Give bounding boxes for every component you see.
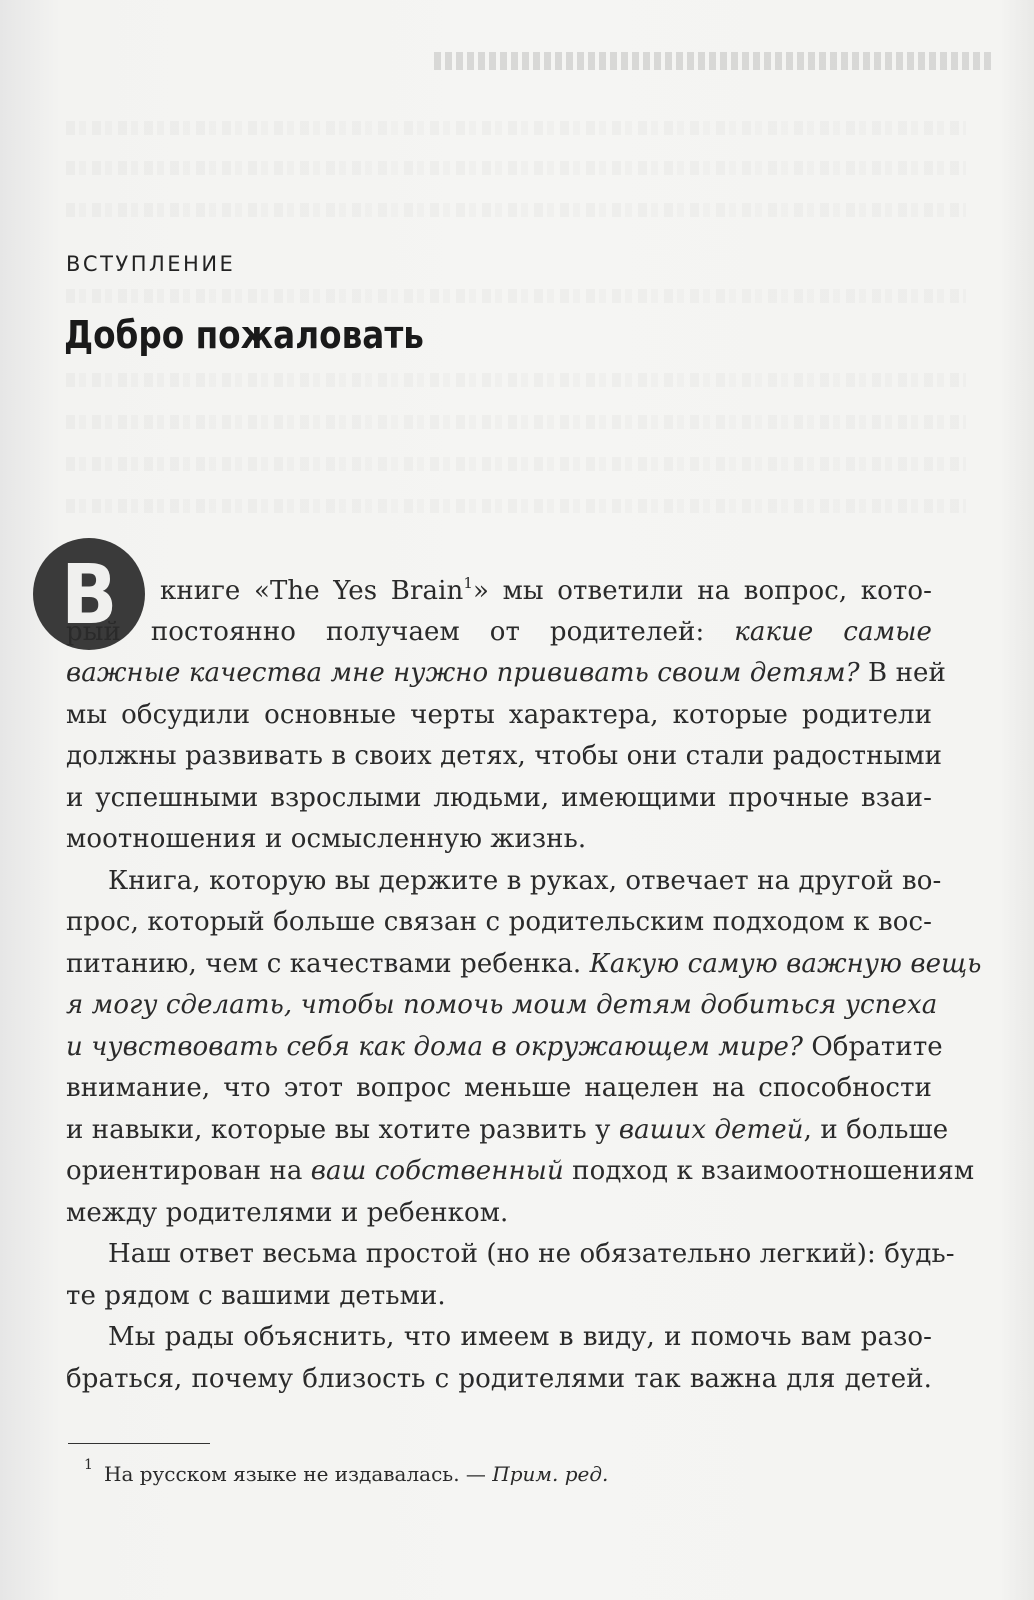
bleed-through-line — [66, 506, 966, 507]
footnote-editor-note: Прим. ред. — [492, 1462, 609, 1486]
paragraph-line: питанию, чем с качествами ребенка. Какую самую важную вещь — [66, 949, 982, 979]
paragraph-line: и успешными взрослыми людьми, имеющими прочные взаи- — [66, 783, 932, 813]
paragraph-line: рый постоянно получаем от родителей: какие самые — [66, 617, 932, 647]
bleed-through-line — [66, 210, 966, 211]
paragraph-line: важные качества мне нужно прививать своим детям? В ней — [66, 658, 946, 688]
bleed-through-line — [66, 128, 966, 129]
footnote — [84, 1457, 609, 1486]
paragraph-line: Наш ответ весьма простой (но не обязательно легкий): будь- — [108, 1239, 955, 1269]
footnote-number: 1 — [84, 1457, 93, 1473]
paragraph-line: ориентирован на ваш собственный подход к взаимоотношениям — [66, 1156, 975, 1186]
chapter-title: Добро пожаловать — [64, 313, 424, 357]
paragraph-line: я могу сделать, чтобы помочь моим детям добиться успеха — [66, 990, 938, 1020]
bleed-through-line — [66, 296, 966, 297]
bleed-through-running-head — [434, 52, 994, 70]
bleed-through-line — [66, 422, 966, 423]
paragraph-line: прос, который больше связан с родительским подходом к вос- — [66, 907, 932, 937]
section-label: ВСТУПЛЕНИЕ — [66, 252, 236, 276]
footnote-rule — [68, 1443, 210, 1444]
paragraph-line: мы обсудили основные черты характера, которые родители — [66, 700, 932, 730]
paragraph-line: книге «The Yes Brain$^1$» мы ответили на вопрос, кото- — [160, 574, 932, 606]
paragraph-line: браться, почему близость с родителями так важна для детей. — [66, 1364, 932, 1394]
paragraph-line: Мы рады объяснить, что имеем в виду, и помочь вам разо- — [108, 1322, 932, 1352]
paragraph-line: моотношения и осмысленную жизнь. — [66, 824, 587, 854]
bleed-through-line — [66, 380, 966, 381]
paragraph-line: между родителями и ребенком. — [66, 1198, 509, 1228]
drop-cap-letter: В — [60, 548, 118, 643]
paragraph-line: внимание, что этот вопрос меньше нацелен на способности — [66, 1073, 932, 1103]
footnote-text: На русском языке не издавалась. — — [104, 1462, 493, 1486]
paragraph-line: должны развивать в своих детях, чтобы они стали радостными — [66, 741, 943, 771]
bleed-through-line — [66, 464, 966, 465]
paragraph-line: те рядом с вашими детьми. — [66, 1281, 446, 1311]
paragraph-line: и чувствовать себя как дома в окружающем мире? Обратите — [66, 1032, 943, 1062]
paragraph-line: Книга, которую вы держите в руках, отвечает на другой во- — [108, 866, 942, 896]
bleed-through-line — [66, 168, 966, 169]
paragraph-line: и навыки, которые вы хотите развить у ваших детей, и больше — [66, 1115, 949, 1145]
